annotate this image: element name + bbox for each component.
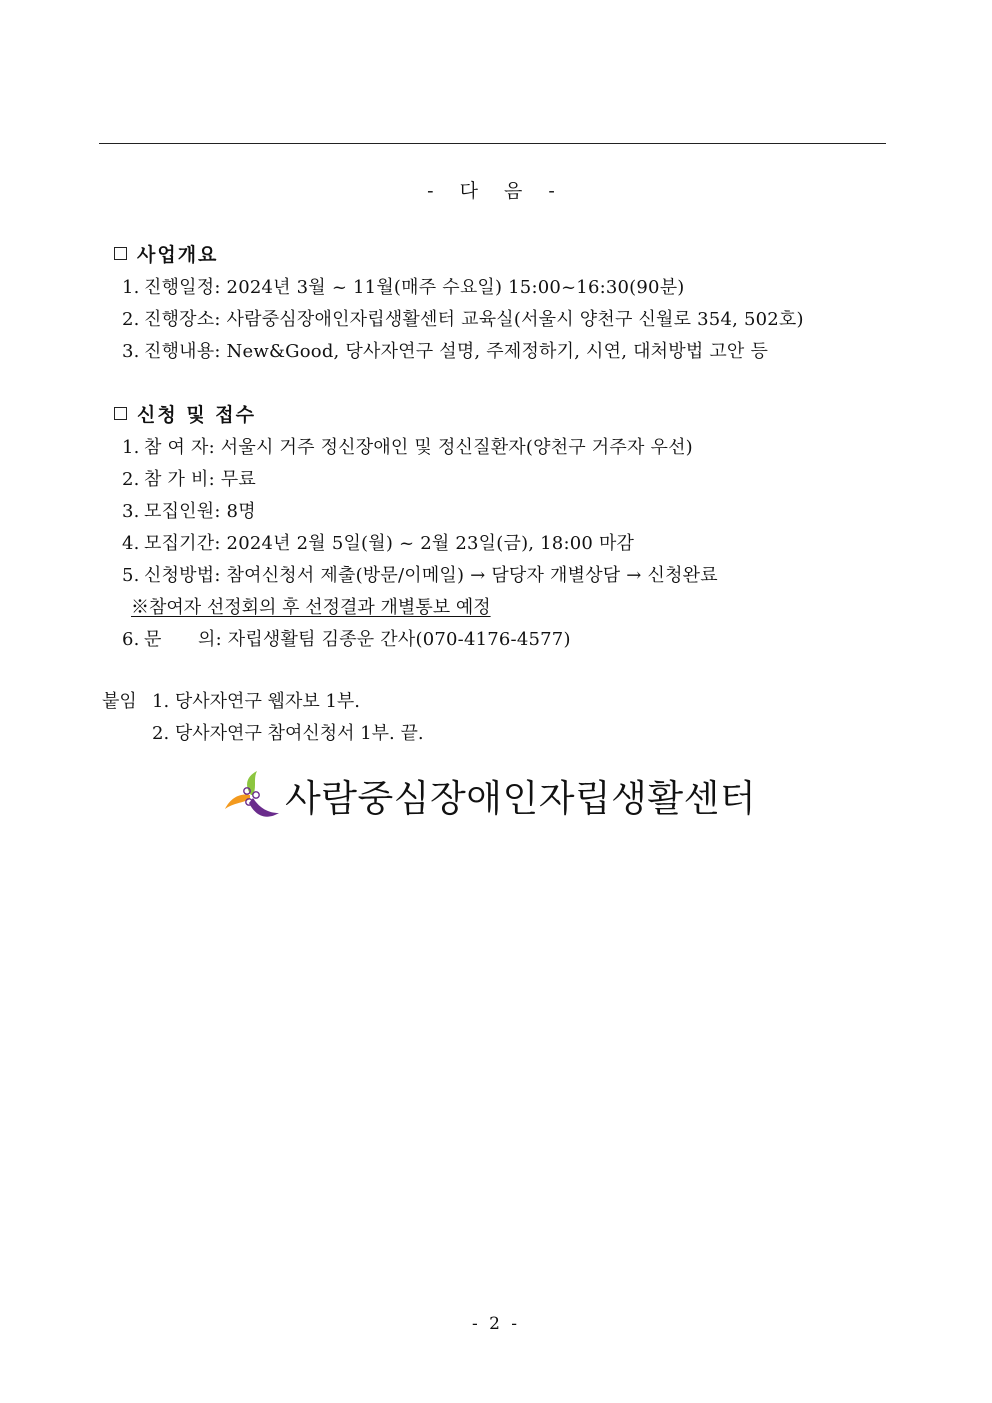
application-item-method xyxy=(122,561,718,587)
selection-note: ※참여자 선정회의 후 선정결과 개별통보 예정 xyxy=(131,597,491,618)
item-text: 참 가 비: 무료 xyxy=(144,469,256,490)
organization-logo xyxy=(223,768,756,822)
item-number: 1. xyxy=(122,437,140,458)
overview-item-schedule xyxy=(122,273,685,299)
application-item-contact xyxy=(122,625,571,651)
checkbox-icon xyxy=(114,247,127,260)
organization-name: 사람중심장애인자립생활센터 xyxy=(285,777,757,820)
item-text: 참 여 자: 서울시 거주 정신장애인 및 정신질환자(양천구 거주자 우선) xyxy=(144,437,693,458)
application-item-participants xyxy=(122,433,693,459)
document-heading: - 다 음 - xyxy=(427,180,565,202)
item-text: 진행내용: New&Good, 당사자연구 설명, 주제정하기, 시연, 대처방법 고안 등 xyxy=(144,341,769,362)
overview-item-location xyxy=(122,305,804,331)
application-item-fee xyxy=(122,465,256,491)
item-text: 신청방법: 참여신청서 제출(방문/이메일) → 담당자 개별상담 → 신청완료 xyxy=(144,565,718,586)
section-application-title xyxy=(114,400,256,427)
item-number: 4. xyxy=(122,533,140,554)
application-item-capacity xyxy=(122,497,256,523)
top-rule xyxy=(99,143,886,144)
item-number: 3. xyxy=(122,341,140,362)
item-text: 진행장소: 사람중심장애인자립생활센터 교육실(서울시 양천구 신월로 354, 502호) xyxy=(144,309,804,330)
attachment-item: 2. 당사자연구 참여신청서 1부. 끝. xyxy=(152,723,424,744)
item-number: 6. xyxy=(122,629,140,650)
item-number: 2. xyxy=(122,309,140,330)
application-item-period xyxy=(122,529,634,555)
item-number: 3. xyxy=(122,501,140,522)
section-application-label: 신청 및 접수 xyxy=(137,404,256,426)
item-text: 진행일정: 2024년 3월 ~ 11월(매주 수요일) 15:00~16:30(90분) xyxy=(144,277,685,298)
overview-item-content xyxy=(122,337,768,363)
section-overview-label: 사업개요 xyxy=(137,244,219,266)
item-text: 모집기간: 2024년 2월 5일(월) ~ 2월 23일(금), 18:00 마감 xyxy=(144,533,635,554)
item-text: 모집인원: 8명 xyxy=(144,501,256,522)
item-text: 문 의: 자립생활팀 김종운 간사(070-4176-4577) xyxy=(144,629,571,650)
checkbox-icon xyxy=(114,407,127,420)
item-number: 2. xyxy=(122,469,140,490)
page-number: - 2 - xyxy=(471,1314,521,1334)
attachment-item: 1. 당사자연구 웹자보 1부. xyxy=(152,691,361,712)
pinwheel-logo-icon xyxy=(223,769,279,821)
attachments-label: 붙임 xyxy=(102,691,137,712)
item-number: 1. xyxy=(122,277,140,298)
section-overview-title xyxy=(114,240,218,267)
item-number: 5. xyxy=(122,565,140,586)
